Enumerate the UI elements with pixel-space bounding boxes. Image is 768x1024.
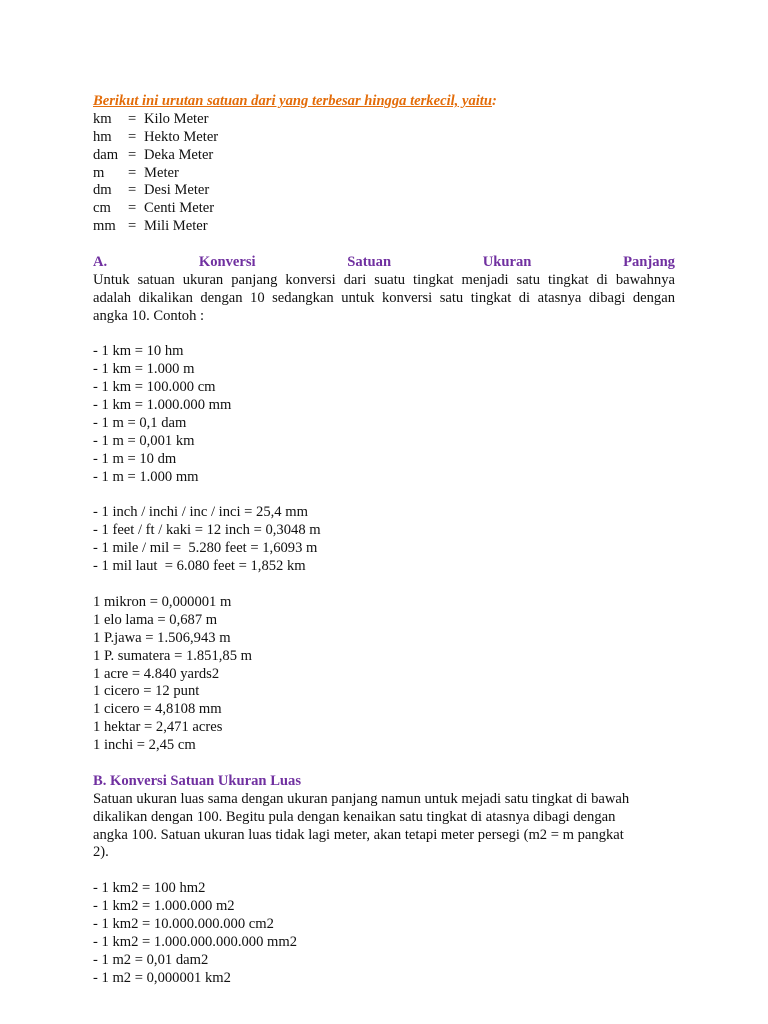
unit-equals: = bbox=[128, 146, 137, 163]
metric-examples bbox=[93, 343, 675, 486]
list-item: - 1 km2 = 1.000.000.000.000 mm2 bbox=[93, 933, 298, 950]
unit-equals: = bbox=[128, 218, 137, 235]
unit-list bbox=[93, 111, 675, 236]
section-a-heading bbox=[93, 254, 675, 272]
unit-abbreviation: cm bbox=[93, 200, 111, 217]
intro-text: Berikut ini urutan satuan dari yang terbesar hingga terkecil, yaitu bbox=[93, 93, 492, 109]
area-examples bbox=[93, 880, 675, 987]
list-item: 1 P.jawa = 1.506,943 m bbox=[93, 629, 231, 646]
unit-name: Desi Meter bbox=[144, 182, 210, 199]
unit-name: Deka Meter bbox=[144, 146, 214, 163]
unit-abbreviation: dam bbox=[93, 146, 119, 163]
imperial-examples bbox=[93, 504, 675, 576]
list-item: - 1 km2 = 1.000.000 m2 bbox=[93, 898, 235, 915]
paragraph-line: Untuk satuan ukuran panjang konversi dari suatu tingkat menjadi satu tingkat di bawahnya bbox=[93, 271, 675, 288]
unit-equals: = bbox=[128, 182, 137, 199]
list-item: - 1 km = 1.000.000 mm bbox=[93, 397, 232, 414]
unit-abbreviation: km bbox=[93, 110, 112, 127]
list-item: - 1 mil laut = 6.080 feet = 1,852 km bbox=[93, 558, 306, 575]
unit-name: Centi Meter bbox=[144, 200, 215, 217]
unit-row bbox=[93, 129, 675, 147]
unit-row bbox=[93, 165, 675, 183]
heading-word: A. bbox=[93, 254, 108, 271]
unit-abbreviation: hm bbox=[93, 128, 112, 145]
list-item: - 1 m = 1.000 mm bbox=[93, 468, 199, 485]
list-item: - 1 m = 0,001 km bbox=[93, 432, 195, 449]
list-item: - 1 m = 0,1 dam bbox=[93, 415, 187, 432]
heading-word: Ukuran bbox=[482, 254, 532, 271]
list-item: angka 100. Satuan ukuran luas tidak lagi meter, akan tetapi meter persegi (m2 = m pangkat bbox=[93, 826, 624, 843]
unit-equals: = bbox=[128, 200, 137, 217]
section-b-paragraph bbox=[93, 791, 675, 863]
list-item: 2). bbox=[93, 844, 109, 861]
list-item: - 1 m2 = 0,01 dam2 bbox=[93, 951, 209, 968]
list-item: - 1 km = 100.000 cm bbox=[93, 379, 216, 396]
unit-row bbox=[93, 182, 675, 200]
document-body bbox=[93, 93, 675, 988]
list-item: - 1 km = 10 hm bbox=[93, 343, 184, 360]
list-item: Satuan ukuran luas sama dengan ukuran panjang namun untuk mejadi satu tingkat di bawah bbox=[93, 790, 630, 807]
unit-name: Hekto Meter bbox=[144, 128, 219, 145]
unit-row bbox=[93, 200, 675, 218]
paragraph-line: adalah dikalikan dengan 10 sedangkan untuk konversi satu tingkat di atasnya dibagi dengan bbox=[93, 289, 675, 306]
heading-word: Panjang bbox=[623, 254, 675, 271]
unit-name: Kilo Meter bbox=[144, 110, 209, 127]
list-item: 1 cicero = 4,8108 mm bbox=[93, 701, 222, 718]
intro-colon: : bbox=[491, 93, 497, 109]
list-item: 1 cicero = 12 punt bbox=[93, 683, 200, 700]
unit-abbreviation: m bbox=[93, 164, 105, 181]
list-item: - 1 mile / mil = 5.280 feet = 1,6093 m bbox=[93, 540, 318, 557]
list-item: - 1 km2 = 10.000.000.000 cm2 bbox=[93, 915, 274, 932]
section-a-paragraph bbox=[93, 272, 675, 308]
unit-row bbox=[93, 218, 675, 236]
unit-equals: = bbox=[128, 128, 137, 145]
list-item: - 1 m = 10 dm bbox=[93, 450, 177, 467]
unit-equals: = bbox=[128, 110, 137, 127]
list-item: - 1 km = 1.000 m bbox=[93, 361, 195, 378]
unit-name: Mili Meter bbox=[144, 218, 208, 235]
unit-name: Meter bbox=[144, 164, 179, 181]
list-item: 1 acre = 4.840 yards2 bbox=[93, 665, 220, 682]
unit-row bbox=[93, 111, 675, 129]
list-item: - 1 feet / ft / kaki = 12 inch = 0,3048 m bbox=[93, 522, 321, 539]
unit-row bbox=[93, 147, 675, 165]
heading-word: Konversi bbox=[198, 254, 256, 271]
list-item: 1 inchi = 2,45 cm bbox=[93, 737, 196, 754]
list-item: 1 P. sumatera = 1.851,85 m bbox=[93, 647, 253, 664]
heading-word: Satuan bbox=[347, 254, 392, 271]
list-item: - 1 m2 = 0,000001 km2 bbox=[93, 969, 231, 986]
list-item: dikalikan dengan 100. Begitu pula dengan kenaikan satu tingkat di atasnya dibagi dengan bbox=[93, 808, 616, 825]
intro-line bbox=[93, 93, 675, 111]
section-b-heading: B. Konversi Satuan Ukuran Luas bbox=[93, 772, 302, 789]
section-a-paragraph-last: angka 10. Contoh : bbox=[93, 307, 205, 324]
list-item: 1 elo lama = 0,687 m bbox=[93, 611, 218, 628]
list-item: - 1 km2 = 100 hm2 bbox=[93, 880, 206, 897]
misc-examples bbox=[93, 594, 675, 755]
list-item: 1 hektar = 2,471 acres bbox=[93, 719, 223, 736]
unit-abbreviation: mm bbox=[93, 218, 116, 235]
list-item: 1 mikron = 0,000001 m bbox=[93, 593, 232, 610]
unit-abbreviation: dm bbox=[93, 182, 112, 199]
list-item: - 1 inch / inchi / inc / inci = 25,4 mm bbox=[93, 504, 308, 521]
unit-equals: = bbox=[128, 164, 137, 181]
